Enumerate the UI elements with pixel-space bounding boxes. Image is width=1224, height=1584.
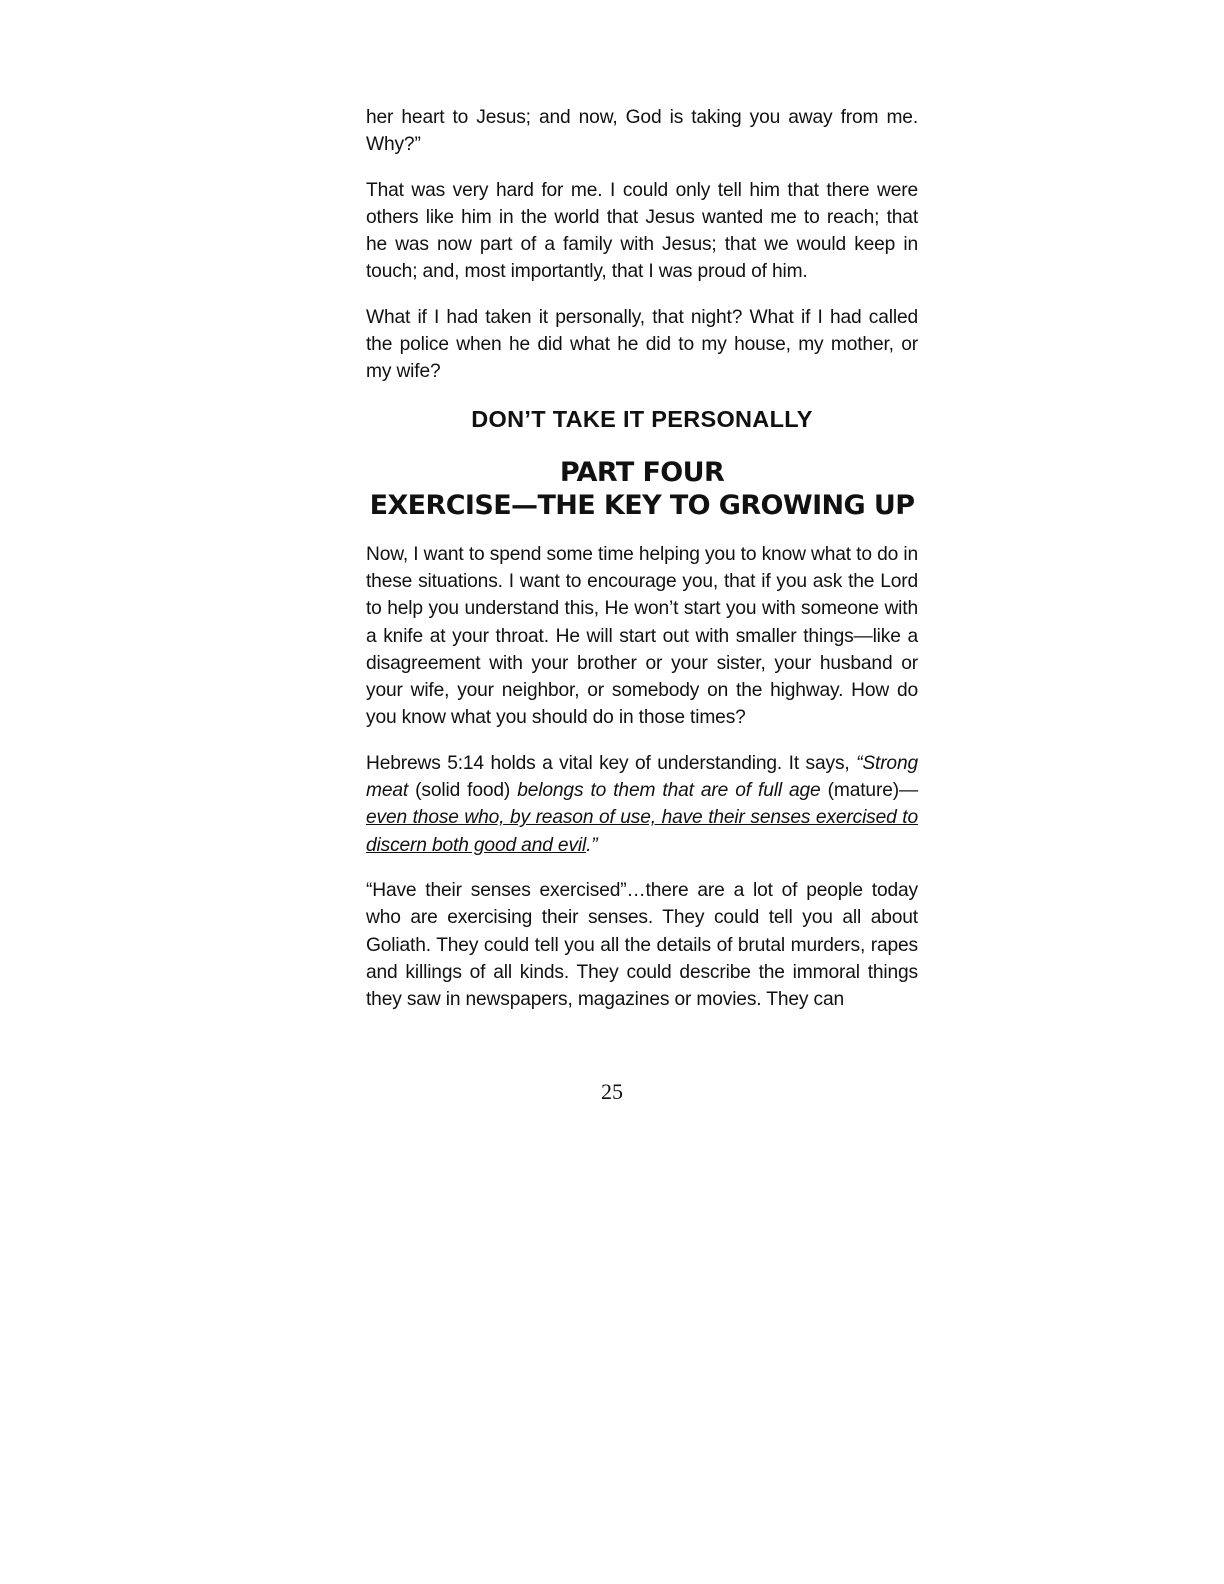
paragraph-very-hard: That was very hard for me. I could only tell him that there were others like him in the world that Jesus wanted me to reach; that he was now part of a family with Jesus; that we would keep in touch; and, most importantly, that I was proud of him. (366, 179, 918, 283)
part-label: PART FOUR (559, 456, 725, 488)
quote-paren-solid-food: (solid food) (408, 780, 518, 802)
paragraph-what-if: What if I had taken it personally, that night? What if I had called the police when he did what he did to my house, my mother, or my wife? (366, 306, 918, 383)
quote-underlined-senses: even those who, by reason of use, have their senses exercised to discern both good and evil (366, 807, 918, 856)
quote-close: .” (586, 834, 598, 856)
page-number: 25 (601, 1079, 623, 1104)
paragraph-heart-to-jesus: her heart to Jesus; and now, God is taking you away from me. Why?” (366, 107, 918, 156)
chapter-heading (366, 456, 918, 522)
page-body (366, 104, 918, 1013)
part-title: EXERCISE—THE KEY TO GROWING UP (369, 489, 915, 521)
paragraph-senses-exercised: “Have their senses exercised”…there are a lot of people today who are exercising their senses. They could tell you all about Goliath. They could tell you all the details of brutal murders, rapes and killings of all kinds. They could describe the immoral things they saw in newspapers, magazines or movies. They can (366, 879, 918, 1011)
quote-full-age: belongs to them that are of full age (517, 780, 821, 802)
hebrews-intro: Hebrews 5:14 holds a vital key of understanding. It says, (366, 752, 857, 774)
paragraph-spend-some-time: Now, I want to spend some time helping you to know what to do in these situations. I want to encourage you, that if you ask the Lord to help you understand this, He won’t start you with someone with a knife at your throat. He will start out with smaller things—like a disagreement with your brother or your sister, your husband or your wife, your neighbor, or somebody on the highway. How do you know what you should do in those times? (366, 543, 918, 729)
quote-paren-mature: (mature)— (820, 780, 918, 802)
quote-strong-meat: “Strong meat (366, 752, 918, 802)
paragraph-hebrews-quote (366, 750, 918, 859)
section-heading-dont-take-it-personally: DON’T TAKE IT PERSONALLY (471, 405, 813, 432)
